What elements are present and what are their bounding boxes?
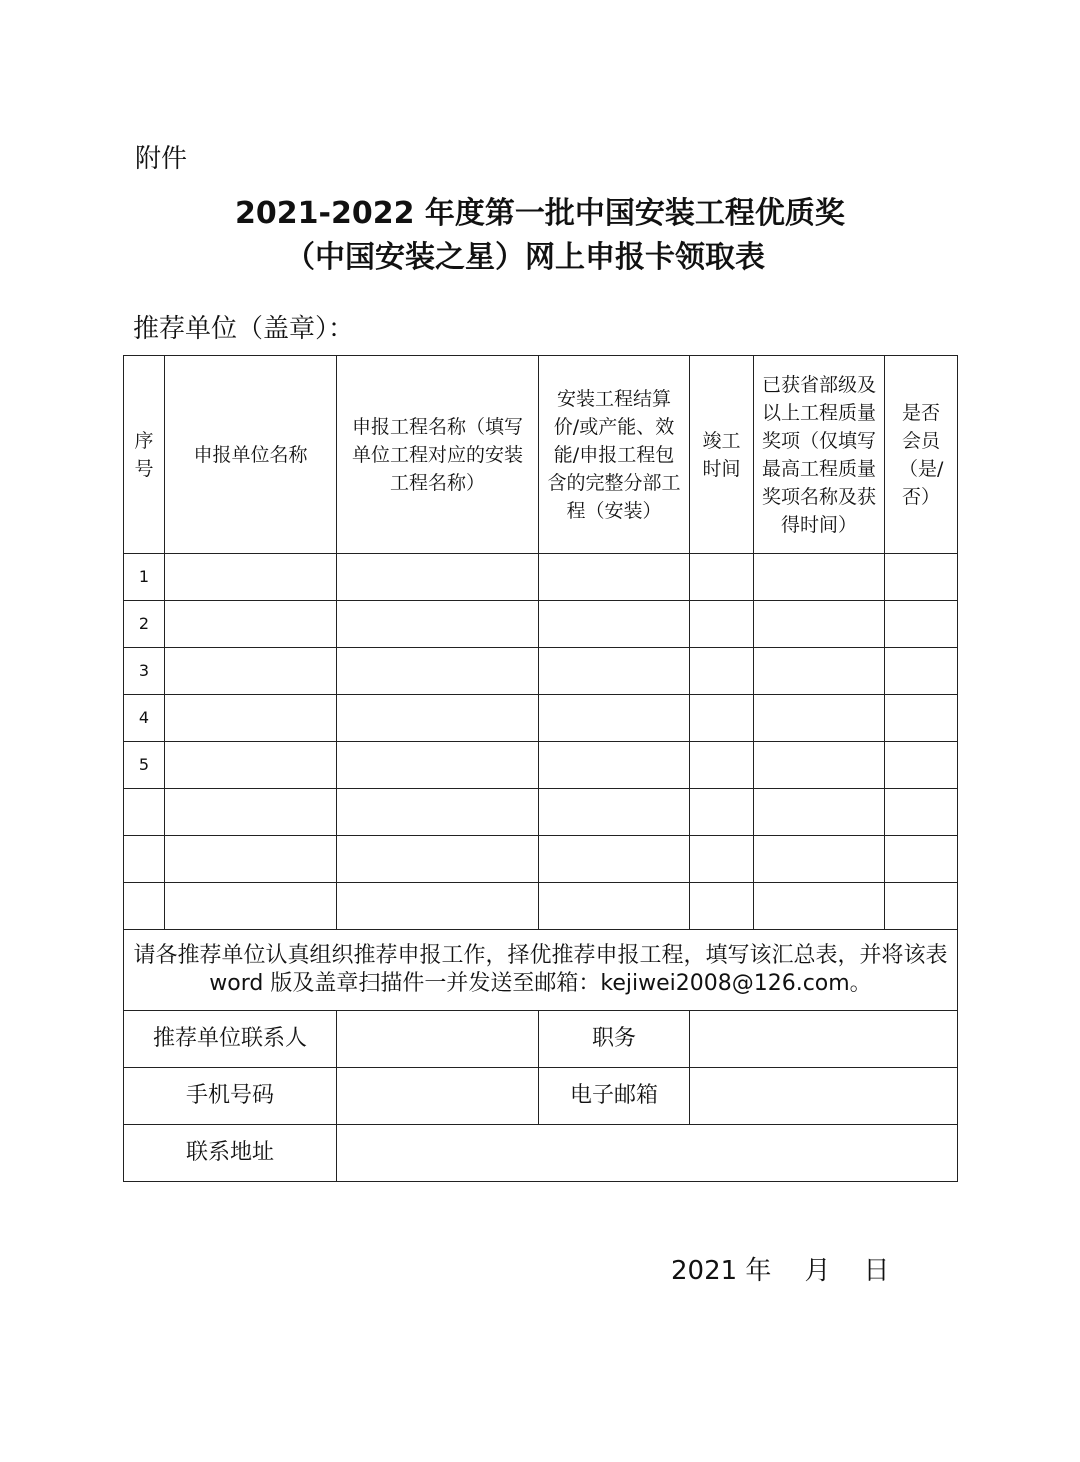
cell-project-name[interactable]	[337, 601, 539, 648]
cell-awards[interactable]	[754, 648, 885, 695]
contact-person-field[interactable]	[337, 1011, 539, 1068]
cell-settlement[interactable]	[539, 695, 690, 742]
header-unit-name-text: 申报单位名称	[193, 443, 308, 466]
cell-unit-name[interactable]	[165, 695, 337, 742]
address-field[interactable]	[337, 1125, 958, 1182]
table-row	[124, 648, 958, 695]
title-line-2: （中国安装之星）网上申报卡领取表	[285, 240, 765, 275]
cell-unit-name[interactable]	[165, 554, 337, 601]
attachment-label: 附件	[135, 144, 188, 174]
application-form-table	[123, 355, 958, 1182]
cell-member[interactable]	[885, 789, 958, 836]
header-project-name-text: 申报工程名称（填写单位工程对应的安装工程名称）	[351, 415, 523, 494]
cell-completion-time[interactable]	[690, 554, 754, 601]
cell-project-name[interactable]	[337, 836, 539, 883]
cell-settlement[interactable]	[539, 883, 690, 930]
row-number: 1	[124, 554, 165, 601]
cell-awards[interactable]	[754, 742, 885, 789]
row-number	[124, 836, 165, 883]
cell-unit-name[interactable]	[165, 601, 337, 648]
cell-settlement[interactable]	[539, 648, 690, 695]
cell-awards[interactable]	[754, 695, 885, 742]
header-awards	[754, 356, 885, 554]
address-label: 联系地址	[124, 1125, 337, 1182]
cell-unit-name[interactable]	[165, 742, 337, 789]
row-number: 2	[124, 601, 165, 648]
table-row	[124, 695, 958, 742]
header-index-text: 序号	[134, 429, 154, 480]
row-number	[124, 883, 165, 930]
row-number: 5	[124, 742, 165, 789]
cell-completion-time[interactable]	[690, 883, 754, 930]
cell-settlement[interactable]	[539, 789, 690, 836]
instruction-note: 请各推荐单位认真组织推荐申报工作，择优推荐申报工程，填写该汇总表，并将该表 word 版及盖章扫描件一并发送至邮箱：kejiwei2008@126.com。	[124, 930, 958, 1011]
table-row	[124, 789, 958, 836]
header-completion-time	[690, 356, 754, 554]
cell-project-name[interactable]	[337, 742, 539, 789]
cell-member[interactable]	[885, 648, 958, 695]
email-label: 电子邮箱	[539, 1068, 690, 1125]
cell-completion-time[interactable]	[690, 789, 754, 836]
cell-awards[interactable]	[754, 836, 885, 883]
cell-project-name[interactable]	[337, 648, 539, 695]
header-member-text: 是否会员（是/否）	[899, 401, 944, 508]
header-awards-text: 已获省部级及以上工程质量奖项（仅填写最高工程质量奖项名称及获得时间）	[762, 373, 877, 536]
cell-unit-name[interactable]	[165, 789, 337, 836]
title-line-1: 2021-2022 年度第一批中国安装工程优质奖	[235, 196, 845, 231]
contact-row	[124, 1011, 958, 1068]
cell-unit-name[interactable]	[165, 836, 337, 883]
cell-awards[interactable]	[754, 554, 885, 601]
header-member	[885, 356, 958, 554]
header-completion-time-text: 竣工时间	[702, 429, 741, 480]
cell-completion-time[interactable]	[690, 695, 754, 742]
cell-member[interactable]	[885, 601, 958, 648]
document-title	[0, 192, 1080, 280]
position-label: 职务	[539, 1011, 690, 1068]
cell-unit-name[interactable]	[165, 883, 337, 930]
header-index	[124, 356, 165, 554]
header-settlement	[539, 356, 690, 554]
table-row	[124, 836, 958, 883]
cell-unit-name[interactable]	[165, 648, 337, 695]
cell-completion-time[interactable]	[690, 601, 754, 648]
phone-field[interactable]	[337, 1068, 539, 1125]
cell-member[interactable]	[885, 836, 958, 883]
cell-member[interactable]	[885, 742, 958, 789]
phone-label: 手机号码	[124, 1068, 337, 1125]
header-unit-name	[165, 356, 337, 554]
table-row	[124, 883, 958, 930]
row-number: 3	[124, 648, 165, 695]
position-field[interactable]	[690, 1011, 958, 1068]
cell-awards[interactable]	[754, 883, 885, 930]
phone-row	[124, 1068, 958, 1125]
contact-person-label: 推荐单位联系人	[124, 1011, 337, 1068]
cell-project-name[interactable]	[337, 554, 539, 601]
cell-awards[interactable]	[754, 601, 885, 648]
cell-project-name[interactable]	[337, 789, 539, 836]
cell-settlement[interactable]	[539, 601, 690, 648]
row-number	[124, 789, 165, 836]
header-settlement-text: 安装工程结算价/或产能、效能/申报工程包含的完整分部工程（安装）	[547, 387, 681, 522]
table-row	[124, 742, 958, 789]
cell-completion-time[interactable]	[690, 742, 754, 789]
cell-member[interactable]	[885, 554, 958, 601]
cell-settlement[interactable]	[539, 554, 690, 601]
row-number: 4	[124, 695, 165, 742]
cell-member[interactable]	[885, 695, 958, 742]
header-project-name	[337, 356, 539, 554]
table-row	[124, 601, 958, 648]
cell-settlement[interactable]	[539, 836, 690, 883]
cell-completion-time[interactable]	[690, 648, 754, 695]
date-line: 2021 年 月 日	[671, 1256, 890, 1286]
cell-project-name[interactable]	[337, 883, 539, 930]
cell-completion-time[interactable]	[690, 836, 754, 883]
instruction-row	[124, 930, 958, 1011]
cell-member[interactable]	[885, 883, 958, 930]
cell-project-name[interactable]	[337, 695, 539, 742]
table-header-row	[124, 356, 958, 554]
recommender-label: 推荐单位（盖章）：	[133, 314, 355, 344]
address-row	[124, 1125, 958, 1182]
email-field[interactable]	[690, 1068, 958, 1125]
table-row	[124, 554, 958, 601]
cell-awards[interactable]	[754, 789, 885, 836]
cell-settlement[interactable]	[539, 742, 690, 789]
